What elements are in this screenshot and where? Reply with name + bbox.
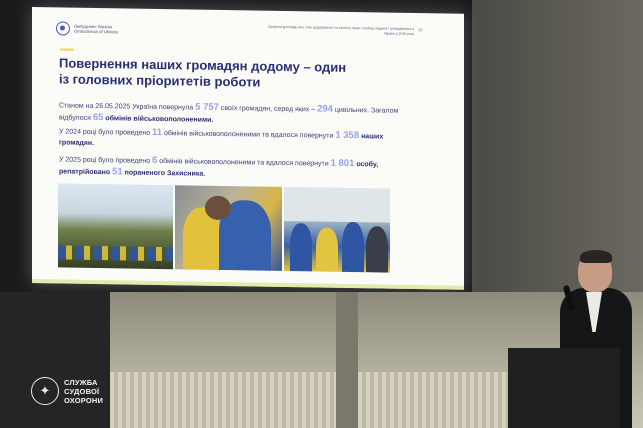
stat-exchanges-2024: 11 [152, 126, 163, 139]
text-fragment: цивільних. Загалом відбулося [59, 106, 399, 122]
text-fragment: особу, репатрійовано [59, 161, 379, 177]
watermark-line: ОХОРОНИ [64, 395, 104, 405]
accent-dash [60, 48, 74, 50]
watermark-line: СЛУЖБА [64, 377, 98, 387]
paragraph-2025 [59, 153, 404, 182]
report-tagline: Щорічна доповідь про стан додержання та захисту прав і свобод людини і громадянина в Україні у 2025 році [268, 24, 414, 36]
flags-row [58, 245, 173, 261]
text-fragment: У 2024 році було проведено [59, 128, 153, 137]
stat-exchanges-2025: 6 [152, 154, 158, 166]
photo-soldiers-embrace [175, 185, 282, 271]
screen-side-wall [472, 0, 643, 292]
stat-returned-2025: 1 801 [330, 157, 355, 170]
presentation-slide [32, 7, 464, 290]
logo-text: Омбудсмен України Ombudsman of Ukraine [74, 23, 119, 35]
court-security-emblem-icon: ✦ [31, 377, 59, 405]
person-head [205, 196, 231, 220]
slide-header [32, 7, 464, 44]
text-fragment: обмінів військовополоненими та вдалося повернути [157, 157, 331, 168]
court-security-watermark [31, 377, 103, 405]
stat-returned-2024: 1 358 [335, 129, 360, 142]
ombudsman-logo [56, 21, 144, 36]
dark-foreground-left [0, 292, 110, 428]
person-figure [342, 222, 364, 272]
wall-slats [110, 372, 510, 428]
text-fragment: У 2025 році було проведено [59, 156, 153, 165]
stat-returned-total: 5 757 [195, 101, 219, 113]
text-fragment: своїх громадян, серед яких – [218, 104, 318, 114]
speaker-hair [580, 250, 612, 263]
photo-crowd-with-flags [58, 183, 173, 269]
watermark-line: СУДОВОЇ [64, 386, 100, 396]
person-figure [316, 227, 338, 271]
slide-page-number: 12 [418, 27, 423, 33]
text-fragment: наших громадян. [59, 133, 384, 147]
text-fragment: обмінів військовополоненими. [103, 115, 214, 124]
paragraph-2024 [59, 125, 404, 153]
ombudsman-emblem-icon [56, 21, 70, 35]
stat-exchanges-total: 65 [92, 111, 104, 124]
text-fragment: пораненого Захисника. [122, 169, 206, 178]
stat-repatriated-wounded: 51 [112, 166, 123, 178]
text-fragment: обмінів військовополоненими та вдалося повернути [162, 130, 336, 140]
person-figure [366, 226, 388, 272]
wall-pillar [336, 292, 358, 428]
photo-bus-with-soldiers [284, 187, 390, 273]
person-figure [290, 223, 312, 271]
paragraph-summary [59, 99, 404, 128]
stat-civilians: 294 [317, 103, 333, 115]
podium [508, 348, 620, 428]
watermark-text [64, 378, 103, 405]
text-fragment: Станом на 26.05.2025 Україна повернула [59, 102, 196, 112]
bus-body [284, 187, 390, 223]
slide-title: Повернення наших громадян додому – один із головних пріоритетів роботи [59, 55, 347, 90]
